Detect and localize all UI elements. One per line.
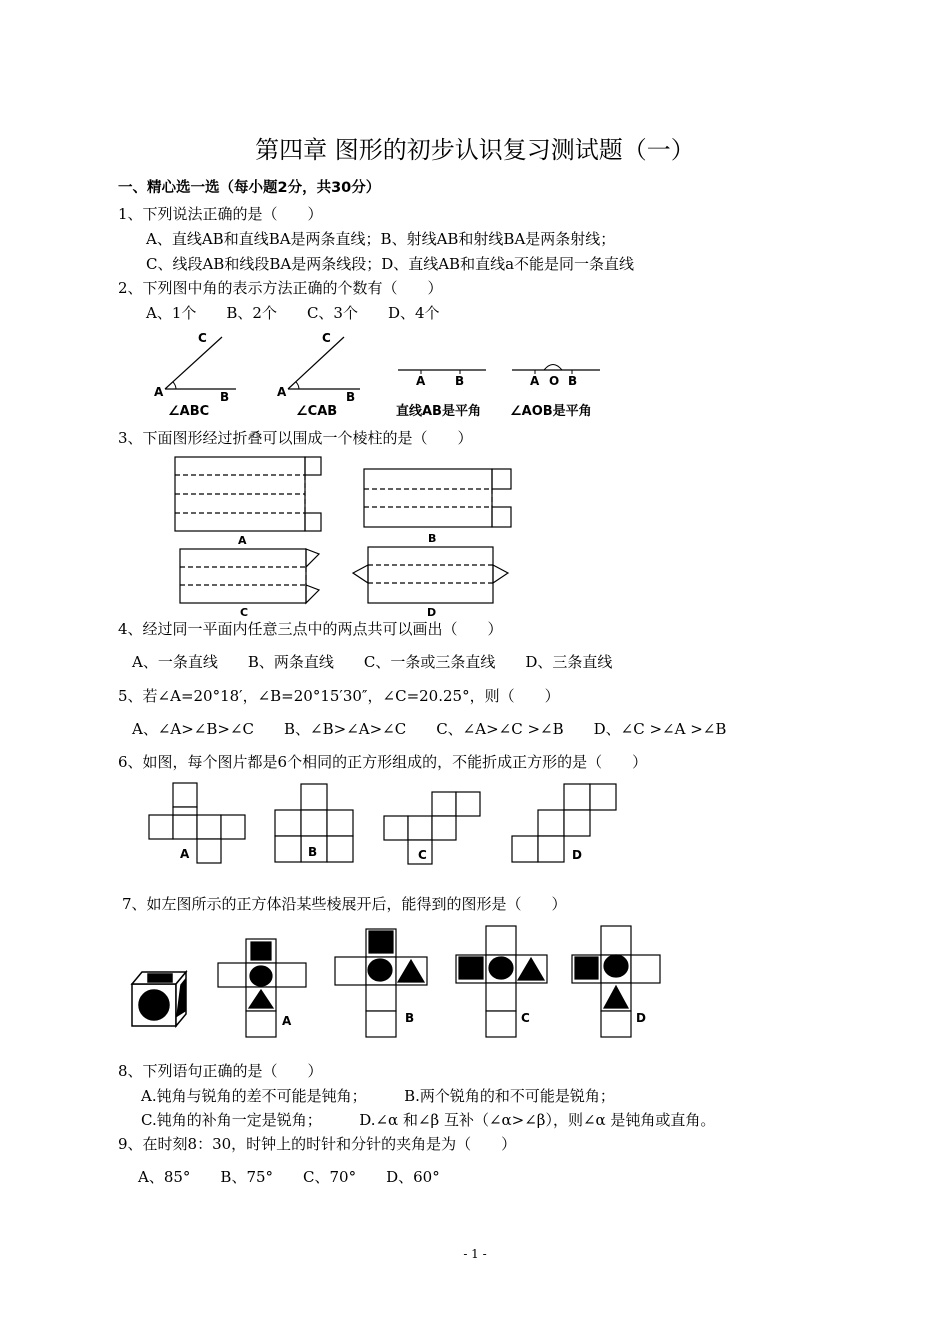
q4-stem: 4、经过同一平面内任意三点中的两点共可以画出（ ） <box>118 620 503 638</box>
option-label: D <box>427 606 437 619</box>
fig-angle-abc <box>154 331 236 419</box>
square-net-c <box>384 792 480 864</box>
q2-angle-figures <box>140 325 620 423</box>
option-label: D <box>572 848 582 862</box>
point-label: C <box>322 331 331 345</box>
angle-caption: ∠CAB <box>296 404 338 419</box>
point-label: B <box>346 390 356 404</box>
cube-3d <box>132 972 186 1026</box>
q9-stem: 9、在时刻8：30，时钟上的时针和分针的夹角是为（ ） <box>118 1135 517 1153</box>
q2-stem: 2、下列图中角的表示方法正确的个数有（ ） <box>118 279 443 297</box>
cube-net-a <box>218 939 306 1037</box>
q7-stem: 7、如左图所示的正方体沿某些棱展开后，能得到的图形是（ ） <box>122 895 567 913</box>
page-number: - 1 - <box>463 1247 487 1261</box>
cube-net-d <box>572 926 660 1037</box>
point-label: B <box>568 374 578 388</box>
option-label: B <box>308 845 318 859</box>
point-label: C <box>198 331 207 345</box>
fig-caption: ∠AOB是平角 <box>510 404 592 419</box>
section-heading: 一、精心选一选（每小题2分，共30分） <box>118 180 381 196</box>
point-label: A <box>416 374 426 388</box>
q3-net-figures <box>170 452 530 622</box>
angle-caption: ∠ABC <box>168 404 210 419</box>
square-net-a <box>149 783 245 863</box>
net-d <box>353 547 508 603</box>
option-label: A <box>282 1014 292 1028</box>
q1-line2: C、线段AB和线段BA是两条线段；D、直线AB和直线a不能是同一条直线 <box>146 255 635 273</box>
fig-straight-angle <box>510 365 600 420</box>
q6-stem: 6、如图，每个图片都是6个相同的正方形组成的，不能折成正方形的是（ ） <box>118 753 648 771</box>
point-label: B <box>220 390 230 404</box>
q3-stem: 3、下面图形经过折叠可以围成一个棱柱的是（ ） <box>118 429 473 447</box>
square-net-d <box>512 784 616 862</box>
option-label: D <box>636 1011 646 1025</box>
option-label: A <box>238 534 247 547</box>
option-label: C <box>521 1011 530 1025</box>
q2-options: A、1个 B、2个 C、3个 D、4个 <box>146 304 440 322</box>
q5-stem: 5、若∠A=20°18′，∠B=20°15′30″，∠C=20.25°，则（ ） <box>118 687 560 705</box>
page-title: 第四章 图形的初步认识复习测试题（一） <box>255 136 695 164</box>
net-a <box>175 457 321 531</box>
option-label: B <box>405 1011 415 1025</box>
net-b <box>364 469 511 527</box>
point-label: A <box>277 385 287 399</box>
cube-net-c <box>456 926 547 1037</box>
option-label: C <box>240 606 249 619</box>
fig-caption: 直线AB是平角 <box>396 404 481 419</box>
fig-straight-line <box>396 370 486 419</box>
fig-angle-cab <box>277 331 360 419</box>
point-label: A <box>530 374 540 388</box>
q9-options: A、85° B、75° C、70° D、60° <box>138 1168 440 1186</box>
point-label: O <box>549 374 560 388</box>
q8-stem: 8、下列语句正确的是（ ） <box>118 1062 323 1080</box>
q1-line1: A、直线AB和直线BA是两条直线；B、射线AB和射线BA是两条射线； <box>146 230 616 248</box>
point-label: B <box>455 374 465 388</box>
q7-cube-figures <box>125 922 670 1042</box>
q8-line2: C.钝角的补角一定是锐角； D.∠α 和∠β 互补（∠α>∠β），则∠α 是钝角或直角。 <box>141 1111 716 1129</box>
q1-stem: 1、下列说法正确的是（ ） <box>118 205 323 223</box>
option-label: B <box>428 532 437 545</box>
q5-options: A、∠A>∠B>∠C B、∠B>∠A>∠C C、∠A>∠C >∠B D、∠C >∠A >∠B <box>132 720 727 738</box>
option-label: C <box>418 848 427 862</box>
q8-line1: A.钝角与锐角的差不可能是钝角； B.两个锐角的和不可能是锐角； <box>141 1087 615 1105</box>
option-label: A <box>180 847 190 861</box>
q4-options: A、一条直线 B、两条直线 C、一条或三条直线 D、三条直线 <box>132 653 613 671</box>
q6-net-figures <box>140 778 630 868</box>
point-label: A <box>154 385 164 399</box>
net-c <box>180 549 319 603</box>
